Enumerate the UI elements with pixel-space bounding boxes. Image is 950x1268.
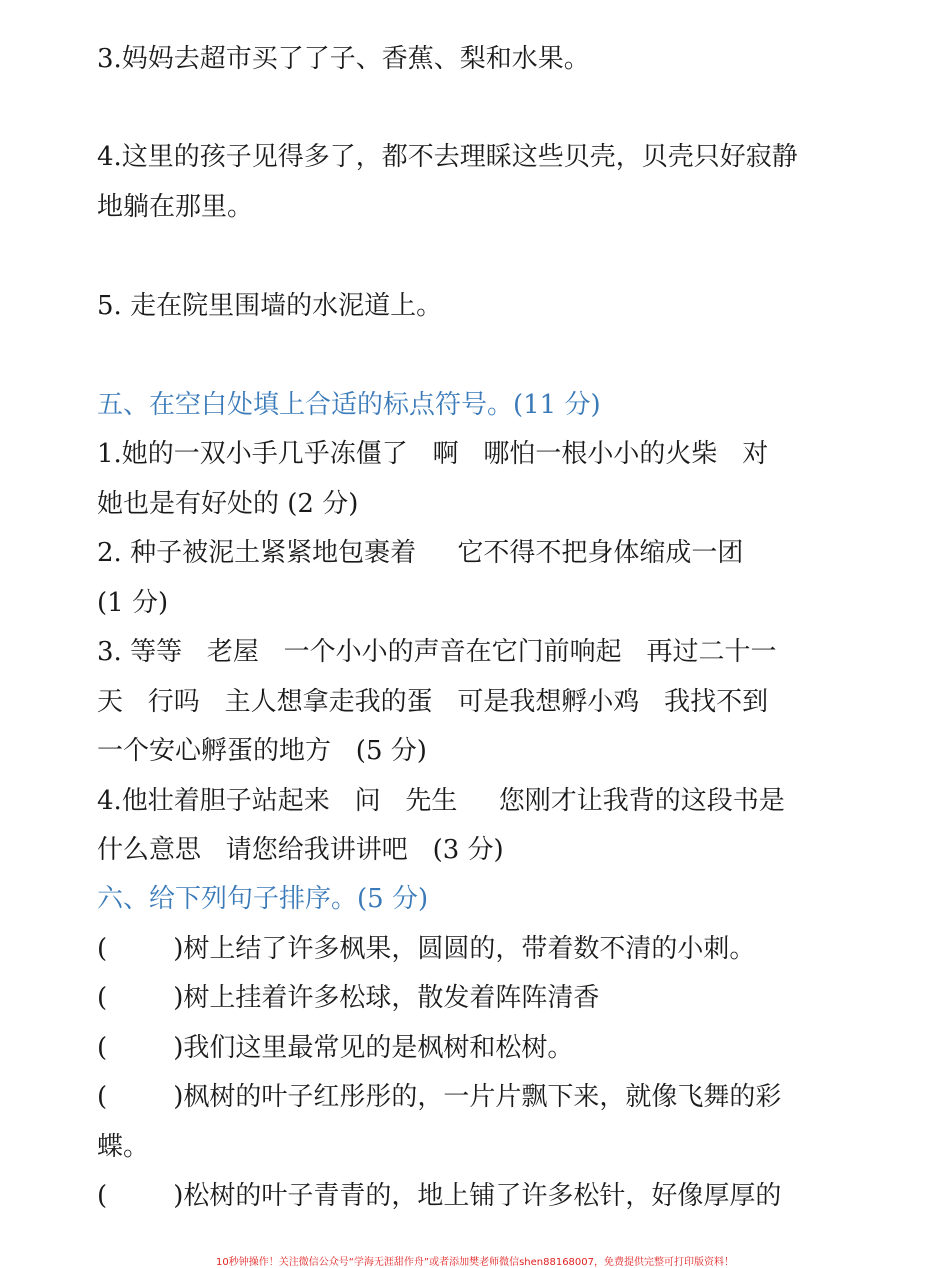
- line-s5: ( )松树的叶子青青的，地上铺了许多松针，好像厚厚的: [97, 1181, 782, 1211]
- line-s4b: 蝶。: [97, 1132, 150, 1162]
- line-p2b: (1 分): [97, 588, 169, 618]
- line-p1b: 她也是有好处的 (2 分): [97, 489, 359, 519]
- line-s2: ( )树上挂着许多松球，散发着阵阵清香: [97, 983, 600, 1013]
- section-heading-6: 六、给下列句子排序。(5 分): [97, 884, 429, 914]
- footer-note: 10秒钟操作！关注微信公众号“学海无涯甜作舟”或者添加樊老师微信shen88168007，免费提供完整可打印版资料！: [215, 1257, 735, 1268]
- line-s1: ( )树上结了许多枫果，圆圆的，带着数不清的小刺。: [97, 934, 756, 964]
- line-p3b: 天 行吗 主人想拿走我的蛋 可是我想孵小鸡 我找不到: [97, 687, 769, 717]
- line-p4b: 什么意思 请您给我讲讲吧 (3 分): [97, 835, 504, 865]
- line-s4a: ( )枫树的叶子红彤彤的，一片片飘下来，就像飞舞的彩: [97, 1082, 782, 1112]
- section-heading-5: 五、在空白处填上合适的标点符号。(11 分): [97, 390, 601, 420]
- line-p3a: 3. 等等 老屋 一个小小的声音在它门前响起 再过二十一: [97, 637, 777, 667]
- line-p2a: 2. 种子被泥土紧紧地包裹着 它不得不把身体缩成一团: [97, 538, 744, 568]
- line-s3: ( )我们这里最常见的是枫树和松树。: [97, 1033, 574, 1063]
- line-p3c: 一个安心孵蛋的地方 (5 分): [97, 736, 427, 766]
- line-q4a: 4.这里的孩子见得多了，都不去理睬这些贝壳，贝壳只好寂静: [97, 142, 798, 172]
- line-p1a: 1.她的一双小手几乎冻僵了 啊 哪怕一根小小的火柴 对: [97, 439, 769, 469]
- line-q4b: 地躺在那里。: [97, 192, 254, 222]
- line-q5: 5. 走在院里围墙的水泥道上。: [97, 291, 443, 321]
- line-q3: 3.妈妈去超市买了了子、香蕉、梨和水果。: [97, 44, 590, 74]
- line-p4a: 4.他壮着胆子站起来 问 先生 您刚才让我背的这段书是: [97, 786, 785, 816]
